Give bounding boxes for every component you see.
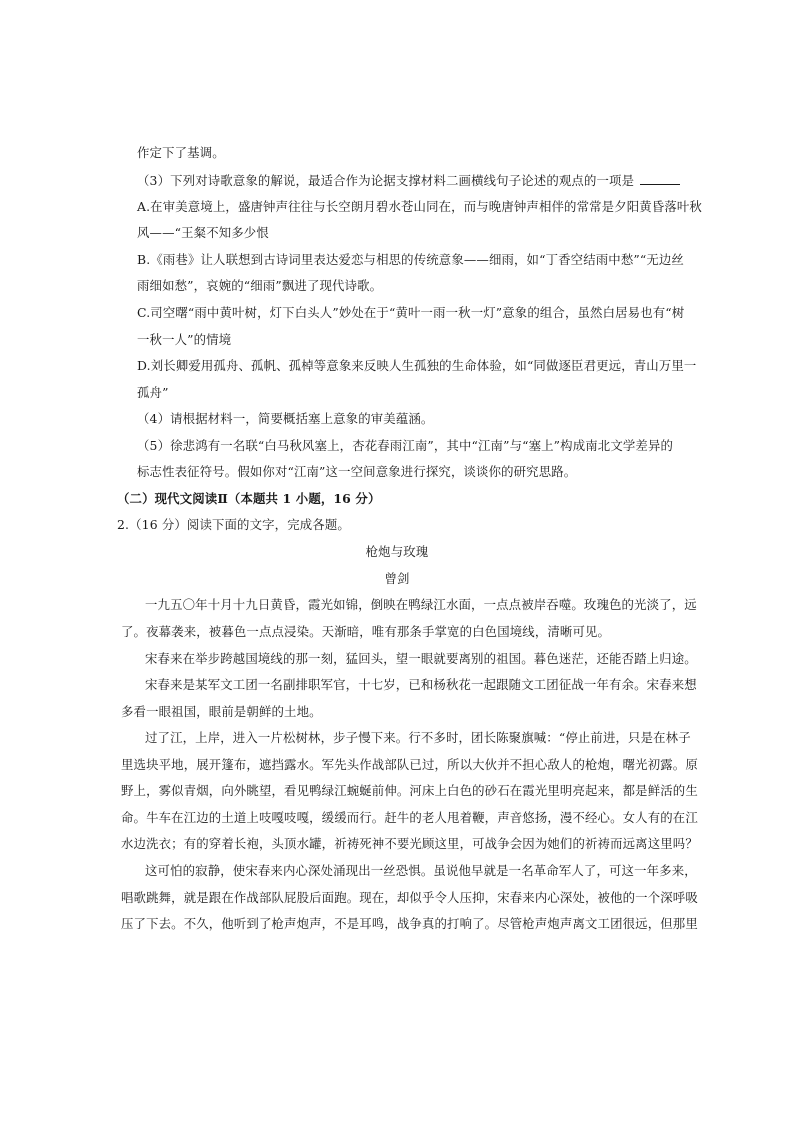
q3-option-d-line1: D.刘长卿爱用孤舟、孤帆、孤棹等意象来反映人生孤独的生命体验，如“同做逐臣君更远，青山万里一 (137, 358, 697, 373)
q3-option-c-line2: 一秋一人”的情境 (137, 332, 232, 347)
section-heading: （二）现代文阅读Ⅱ（本题共 1 小题，16 分） (117, 491, 381, 506)
article-line: 一九五〇年十月十九日黄昏，霞光如锦，倒映在鸭绿江水面，一点点被岸吞噬。玫瑰色的光淡了，远 (145, 597, 697, 612)
article-line: 这可怕的寂静，使宋春来内心深处涌现出一丝恐惧。虽说他早就是一名革命军人了，可这一年多来， (145, 863, 697, 878)
article-line: 宋春来在举步跨越国境线的那一刻，猛回头，望一眼就要离别的祖国。暮色迷茫，还能否踏上归途。 (145, 651, 697, 666)
q5-line2: 标志性表征符号。假如你对“江南”这一空间意象进行探究，谈谈你的研究思路。 (137, 464, 577, 479)
article-line: 了。夜幕袭来，被暮色一点点浸染。天渐暗，唯有那条手掌宽的白色国境线，清晰可见。 (121, 624, 611, 639)
q3-option-b-line1: B.《雨巷》让人联想到古诗词里表达爱恋与相思的传统意象——细雨，如“丁香空结雨中愁”“无边丝 (137, 252, 684, 267)
article-line: 野上，雾似青烟，向外眺望，看见鸭绿江蜿蜒前伸。河床上白色的砂石在霞光里明亮起来，都是鲜活的生 (121, 783, 698, 798)
article-line: 里选块平地，展开篷布，遮挡露水。军先头作战部队已过，所以大伙并不担心敌人的枪炮，曙光初露。原 (121, 757, 698, 772)
q4-text: （4）请根据材料一，简要概括塞上意象的审美蕴涵。 (137, 411, 434, 426)
article-line: 多看一眼祖国，眼前是朝鲜的土地。 (121, 704, 322, 719)
q3-option-d-line2: 孤舟” (137, 385, 169, 400)
answer-blank (640, 172, 680, 185)
q3-option-b-line2: 雨细如愁”，哀婉的“细雨”飘进了现代诗歌。 (137, 278, 383, 293)
article-line: 命。牛车在江边的土道上吱嘎吱嘎，缓缓而行。赶牛的老人甩着鞭，声音悠扬，漫不经心。女人有的在江 (121, 810, 698, 825)
article-author: 曾剑 (384, 571, 410, 586)
q2-intro: 2.（16 分）阅读下面的文字，完成各题。 (117, 517, 350, 532)
article-line: 压了下去。不久，他听到了枪声炮声，不是耳鸣，战争真的打响了。尽管枪声炮声离文工团很远，但那里 (121, 916, 698, 931)
q3-option-a-line2: 风——“王粲不知多少恨 (137, 225, 269, 240)
article-line: 水边洗衣；有的穿着长袍，头顶水罐，祈祷死神不要光顾这里，可战争会因为她们的祈祷而远离这里吗？ (121, 836, 698, 851)
q3-stem (137, 172, 680, 189)
q1-tail-text: 作定下了基调。 (137, 145, 225, 160)
article-line: 唱歌跳舞，就是跟在作战部队屁股后面跑。现在，却似乎令人压抑，宋春来内心深处，被他的一个深呼吸 (121, 890, 698, 905)
q3-stem-text: （3）下列对诗歌意象的解说，最适合作为论据支撑材料二画横线句子论述的观点的一项是 (137, 173, 635, 188)
article-line: 宋春来是某军文工团一名副排职军官，十七岁，已和杨秋花一起跟随文工团征战一年有余。宋春来想 (145, 677, 697, 692)
article-title: 枪炮与玫瑰 (365, 544, 429, 559)
q5-line1: （5）徐悲鸿有一名联“白马秋风塞上，杏花春雨江南”，其中“江南”与“塞上”构成南北文学差异的 (137, 438, 674, 453)
q3-option-a-line1: A.在审美意境上，盛唐钟声往往与长空朗月碧水苍山同在，而与晚唐钟声相伴的常常是夕阳黄昏落叶秋 (137, 199, 702, 214)
article-line: 过了江，上岸，进入一片松树林，步子慢下来。行不多时，团长陈聚旗喊：“停止前进，只是在林子 (145, 730, 691, 745)
q3-option-c-line1: C.司空曙“雨中黄叶树，灯下白头人”妙处在于“黄叶一雨一秋一灯”意象的组合，虽然白居易也有“树 (137, 305, 685, 320)
